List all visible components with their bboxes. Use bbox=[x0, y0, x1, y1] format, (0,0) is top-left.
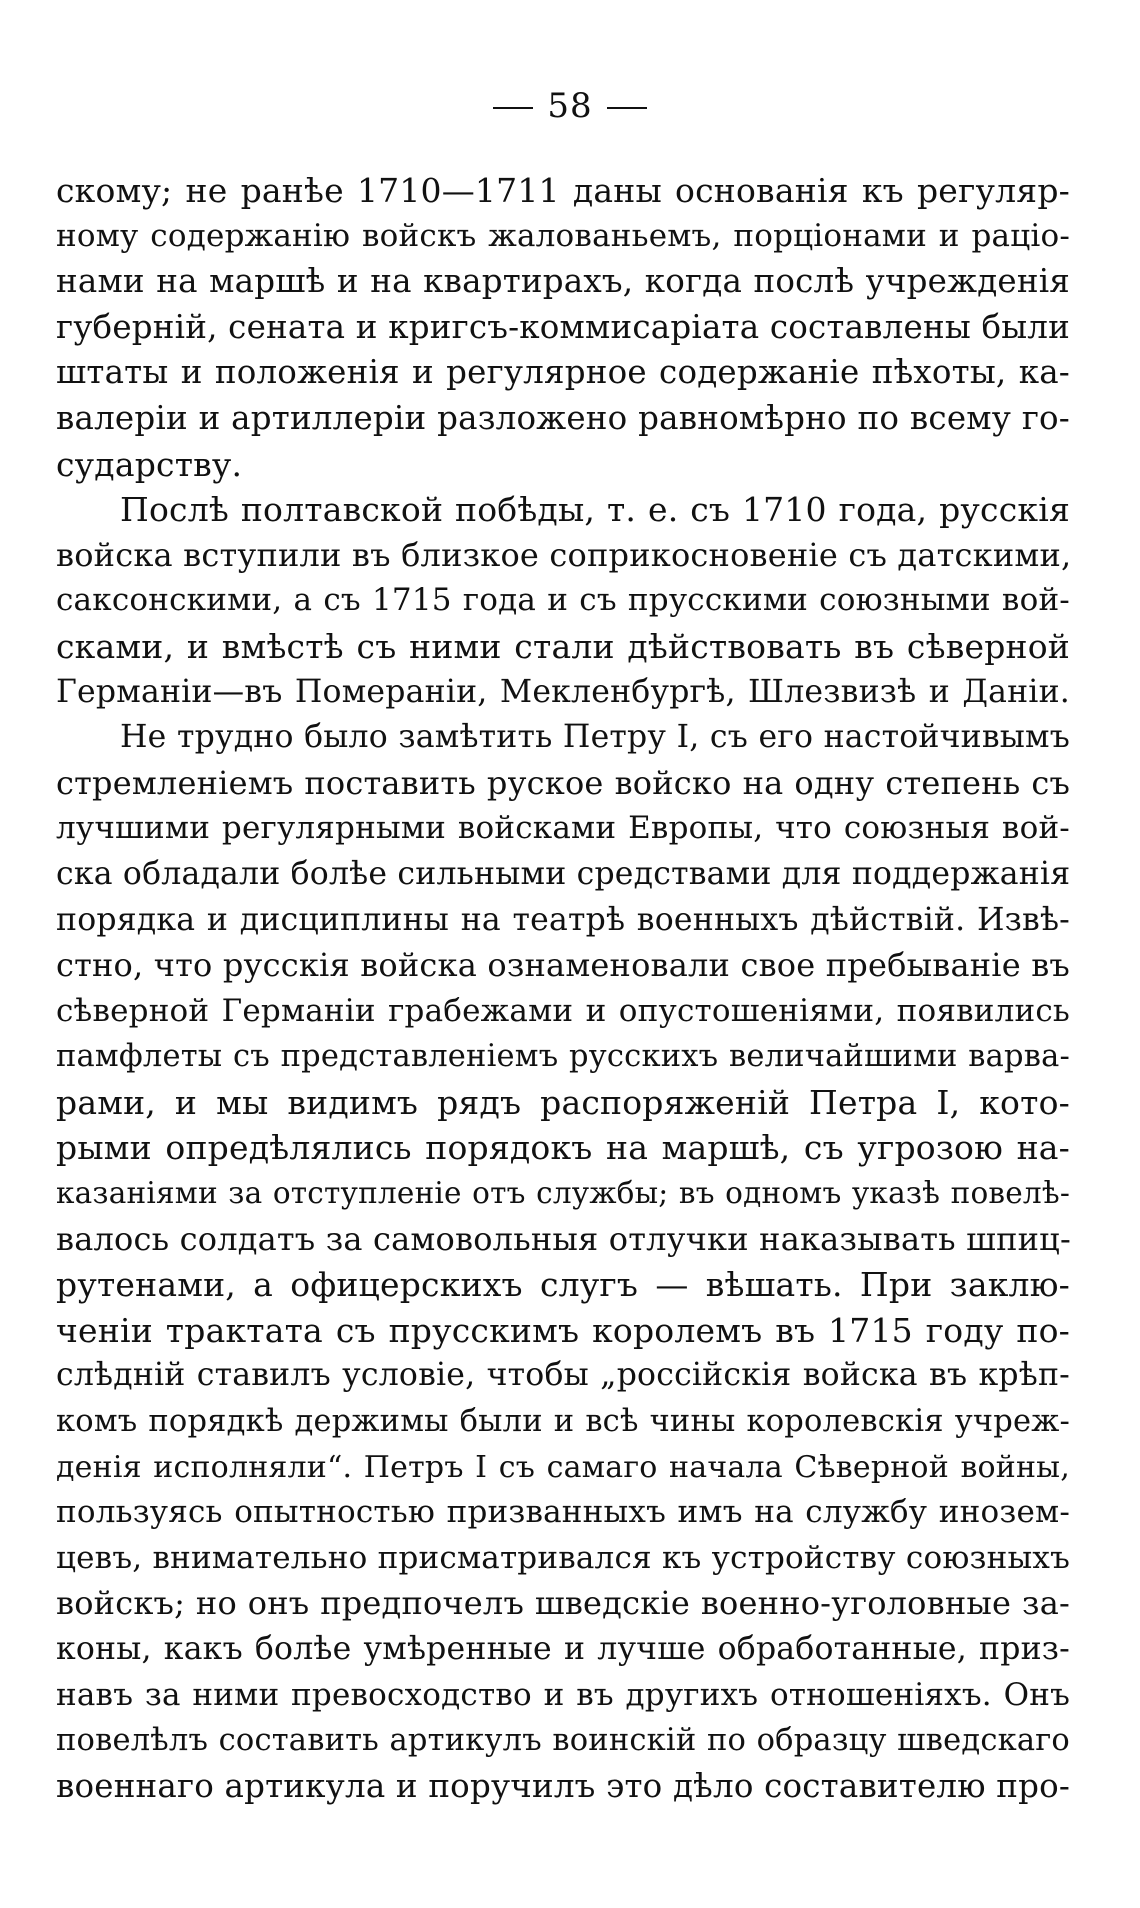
text-line: казаніями за отступленіе отъ службы; въ одномъ указѣ повелѣ- bbox=[56, 1176, 1070, 1211]
text-line: денія исполняли“. Петръ I съ самаго начала Сѣверной войны, bbox=[56, 1449, 1070, 1485]
text-line: рыми опредѣлялись порядокъ на маршѣ, съ угрозою на- bbox=[56, 1128, 1070, 1168]
text-line: штаты и положенія и регулярное содержаніе пѣхоты, ка- bbox=[56, 353, 1070, 392]
text-line: валеріи и артиллеріи разложено равномѣрно по всему го- bbox=[56, 398, 1070, 437]
text-line: ному содержанію войскъ жалованьемъ, порціонами и раціо- bbox=[56, 217, 1070, 254]
page-number-text: 58 bbox=[547, 86, 593, 126]
text-line: сударству. bbox=[56, 444, 243, 484]
text-line: порядка и дисциплины на театрѣ военныхъ дѣйствій. Извѣ- bbox=[56, 901, 1070, 938]
text-line: навъ за ними превосходство и въ другихъ отношеніяхъ. Онъ bbox=[56, 1676, 1070, 1713]
text-line: Послѣ полтавской побѣды, т. е. съ 1710 года, русскія bbox=[120, 490, 1070, 530]
text-line: скому; не ранѣе 1710—1711 даны основанія къ регуляр- bbox=[56, 171, 1070, 210]
left-dash bbox=[493, 107, 533, 109]
right-dash bbox=[607, 107, 647, 109]
text-line: цевъ, внимательно присматривался къ устройству союзныхъ bbox=[56, 1539, 1070, 1576]
text-line: войска вступили въ близкое соприкосновеніе съ датскими, bbox=[56, 535, 1072, 574]
text-line: Германіи—въ Помераніи, Мекленбургѣ, Шлезвизѣ и Даніи. bbox=[56, 673, 1070, 710]
text-line: сѣверной Германіи грабежами и опустошеніями, появились bbox=[56, 992, 1070, 1029]
text-line: коны, какъ болѣе умѣренные и лучше обработанные, приз- bbox=[56, 1631, 1070, 1667]
body-text bbox=[56, 168, 1070, 1809]
text-line: губерній, сената и кригсъ-коммисаріата составлены были bbox=[56, 307, 1070, 346]
text-line: рами, и мы видимъ рядъ распоряженій Петра I, кото- bbox=[56, 1082, 1070, 1122]
text-line: нами на маршѣ и на квартирахъ, когда послѣ учрежденія bbox=[56, 262, 1070, 301]
text-line: памфлеты съ представленіемъ русскихъ величайшими варва- bbox=[56, 1039, 1070, 1075]
text-line: стно, что русскія войска ознаменовали свое пребываніе въ bbox=[56, 946, 1070, 985]
text-line: стремленіемъ поставить руское войско на одну степень съ bbox=[56, 763, 1070, 802]
text-line: слѣдній ставилъ условіе, чтобы „россійскія войска въ крѣп- bbox=[56, 1357, 1070, 1394]
text-line: ченіи трактата съ прусскимъ королемъ въ 1715 году по- bbox=[56, 1310, 1070, 1350]
text-line: сками, и вмѣстѣ съ ними стали дѣйствовать въ сѣверной bbox=[56, 626, 1070, 666]
text-line: ска обладали болѣе сильными средствами для поддержанія bbox=[56, 855, 1071, 892]
text-line: саксонскими, а съ 1715 года и съ прусскими союзными вой- bbox=[56, 582, 1070, 619]
text-line: валось солдатъ за самовольныя отлучки наказывать шпиц- bbox=[56, 1219, 1071, 1258]
text-line: Не трудно было замѣтить Петру I, съ его настойчивымъ bbox=[120, 719, 1070, 756]
text-line: повелѣлъ составить артикулъ воинскій по образцу шведскаго bbox=[56, 1723, 1070, 1759]
text-line: пользуясь опытностью призванныхъ имъ на службу инозем- bbox=[56, 1494, 1070, 1531]
page-number bbox=[0, 86, 1140, 126]
text-line: рутенами, а офицерскихъ слугъ — вѣшать. При заклю- bbox=[56, 1265, 1070, 1305]
text-line: войскъ; но онъ предпочелъ шведскіе военно-уголовные за- bbox=[56, 1584, 1070, 1623]
text-line: лучшими регулярными войсками Европы, что союзныя вой- bbox=[56, 810, 1070, 847]
text-line: комъ порядкѣ держимы были и всѣ чины королевскія учреж- bbox=[56, 1404, 1070, 1440]
text-line: военнаго артикула и поручилъ это дѣло составителю про- bbox=[56, 1766, 1071, 1805]
